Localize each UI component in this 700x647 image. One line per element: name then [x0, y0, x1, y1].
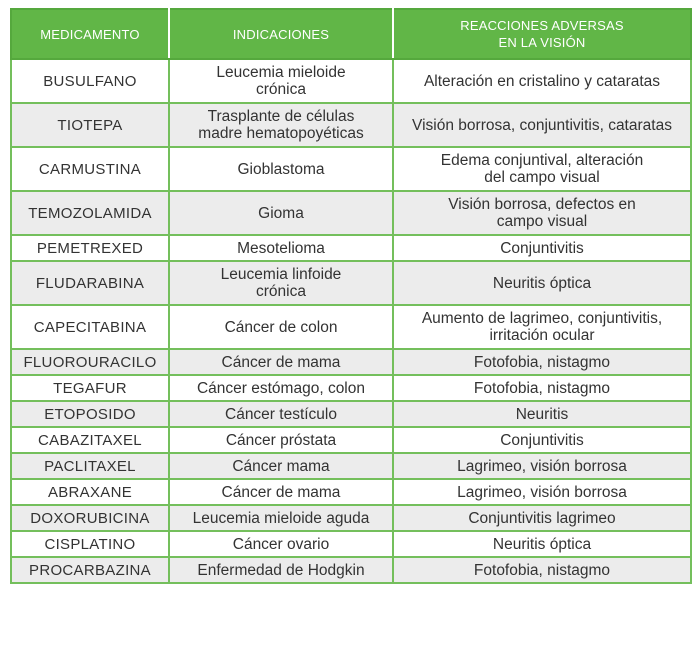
- indication: Cáncer de mama: [169, 349, 393, 375]
- adverse-reaction: Visión borrosa, conjuntivitis, cataratas: [393, 103, 691, 147]
- table-row: [11, 427, 691, 453]
- indication: Trasplante de células madre hematopoyéticas: [169, 103, 393, 147]
- drug-name: FLUDARABINA: [11, 261, 169, 305]
- table-row: [11, 305, 691, 349]
- adverse-reaction: Lagrimeo, visión borrosa: [393, 453, 691, 479]
- table-row: [11, 147, 691, 191]
- drug-name: ABRAXANE: [11, 479, 169, 505]
- table-row: [11, 375, 691, 401]
- table-header-row: [11, 9, 691, 59]
- table-row: [11, 261, 691, 305]
- drug-name: CABAZITAXEL: [11, 427, 169, 453]
- adverse-reaction: Visión borrosa, defectos en campo visual: [393, 191, 691, 235]
- table-row: [11, 103, 691, 147]
- adverse-reaction: Conjuntivitis: [393, 235, 691, 261]
- indication: Cáncer de colon: [169, 305, 393, 349]
- adverse-reaction: Aumento de lagrimeo, conjuntivitis, irritación ocular: [393, 305, 691, 349]
- drug-name: PROCARBAZINA: [11, 557, 169, 583]
- adverse-reaction: Alteración en cristalino y cataratas: [393, 59, 691, 103]
- adverse-reaction: Conjuntivitis lagrimeo: [393, 505, 691, 531]
- drug-name: DOXORUBICINA: [11, 505, 169, 531]
- adverse-reaction: Fotofobia, nistagmo: [393, 557, 691, 583]
- drug-name: CARMUSTINA: [11, 147, 169, 191]
- ocular-adverse-reactions-table: [10, 8, 692, 584]
- adverse-reaction: Neuritis: [393, 401, 691, 427]
- drug-name: CAPECITABINA: [11, 305, 169, 349]
- drug-name: FLUOROURACILO: [11, 349, 169, 375]
- drug-name: TEMOZOLAMIDA: [11, 191, 169, 235]
- indication: Cáncer testículo: [169, 401, 393, 427]
- adverse-reaction: Edema conjuntival, alteración del campo visual: [393, 147, 691, 191]
- indication: Leucemia mieloide aguda: [169, 505, 393, 531]
- adverse-reaction: Fotofobia, nistagmo: [393, 349, 691, 375]
- header-medicamento: MEDICAMENTO: [11, 9, 169, 59]
- drug-name: CISPLATINO: [11, 531, 169, 557]
- adverse-reaction: Neuritis óptica: [393, 261, 691, 305]
- drug-name: PACLITAXEL: [11, 453, 169, 479]
- table-row: [11, 349, 691, 375]
- table-row: [11, 479, 691, 505]
- drug-name: ETOPOSIDO: [11, 401, 169, 427]
- indication: Cáncer mama: [169, 453, 393, 479]
- indication: Mesotelioma: [169, 235, 393, 261]
- adverse-reaction: Neuritis óptica: [393, 531, 691, 557]
- indication: Cáncer próstata: [169, 427, 393, 453]
- indication: Cáncer ovario: [169, 531, 393, 557]
- table-row: [11, 557, 691, 583]
- drug-table-container: [10, 8, 690, 584]
- table-row: [11, 453, 691, 479]
- table-row: [11, 531, 691, 557]
- indication: Cáncer estómago, colon: [169, 375, 393, 401]
- table-row: [11, 401, 691, 427]
- indication: Enfermedad de Hodgkin: [169, 557, 393, 583]
- indication: Cáncer de mama: [169, 479, 393, 505]
- adverse-reaction: Fotofobia, nistagmo: [393, 375, 691, 401]
- indication: Gioblastoma: [169, 147, 393, 191]
- header-reacciones-line1: REACCIONES ADVERSAS: [460, 18, 624, 33]
- table-row: [11, 59, 691, 103]
- table-row: [11, 191, 691, 235]
- header-indicaciones: INDICACIONES: [169, 9, 393, 59]
- indication: Leucemia linfoide crónica: [169, 261, 393, 305]
- table-row: [11, 235, 691, 261]
- header-reacciones: [393, 9, 691, 59]
- adverse-reaction: Conjuntivitis: [393, 427, 691, 453]
- drug-name: PEMETREXED: [11, 235, 169, 261]
- drug-name: TIOTEPA: [11, 103, 169, 147]
- adverse-reaction: Lagrimeo, visión borrosa: [393, 479, 691, 505]
- indication: Leucemia mieloide crónica: [169, 59, 393, 103]
- drug-name: TEGAFUR: [11, 375, 169, 401]
- header-reacciones-line2: EN LA VISIÓN: [498, 35, 586, 50]
- indication: Gioma: [169, 191, 393, 235]
- drug-name: BUSULFANO: [11, 59, 169, 103]
- table-row: [11, 505, 691, 531]
